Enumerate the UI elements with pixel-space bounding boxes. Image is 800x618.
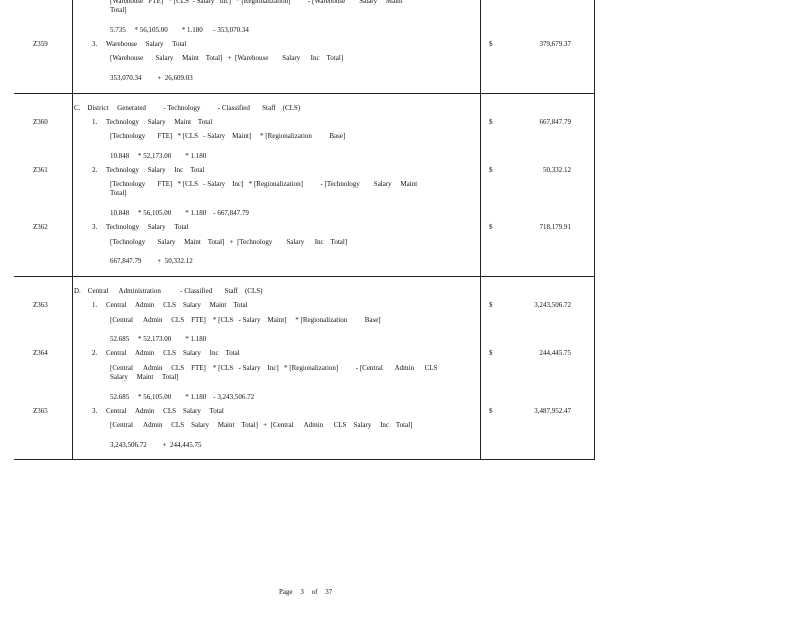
row-amount: 3,243,506.72 [534,301,571,309]
partial-calc: 5.735 * 56,105.00 * 1.180 - 353,070.34 [110,26,249,34]
row-dollar-sign: $ [489,349,493,357]
row-title: Central Admin CLS Salary Total [106,407,224,415]
row-formula: [Technology Salary Maint Total] + [Technology Salary Inc Total] [110,238,348,246]
row-amount: 718,179.91 [539,223,571,231]
row-calc: 10.848 * 52,173.00 * 1.180 [110,152,207,160]
row-formula: [Central Admin CLS FTE] * [CLS - Salary Inc] * [Regionalization] - [Central Admin CLS [110,364,438,372]
row-amount: 667,847.79 [539,118,571,126]
row-title: Central Admin CLS Salary Maint Total [106,301,248,309]
row-dollar-sign: $ [489,40,493,48]
row-formula: [Technology FTE] * [CLS - Salary Inc] * [Regionalization] - [Technology Salary Maint [110,180,418,188]
row-amount: 50,332.12 [543,166,571,174]
table-rule-bottom [14,459,595,460]
page-of-label: of [311,588,318,596]
table-divider-code [72,0,73,460]
row-number: 3. [92,40,98,48]
row-code: Z364 [33,349,48,357]
row-number: 1. [92,301,98,309]
row-amount: 244,445.75 [539,349,571,357]
row-title: Warehouse Salary Total [106,40,187,48]
row-formula: [Central Admin CLS Salary Maint Total] + [Central Admin CLS Salary Inc Total] [110,421,413,429]
row-calc: 52.685 * 52,173.00 * 1.180 [110,335,207,343]
row-formula-continued: Total] [110,189,127,197]
row-code: Z360 [33,118,48,126]
row-title: Central Admin CLS Salary Inc Total [106,349,240,357]
row-amount: 3,487,952.47 [534,407,571,415]
section-heading-c: C. District Generated - Technology - Classified Staff (CLS) [74,104,301,112]
row-calc: 52.685 * 56,105.00 * 1.180 - 3,243,506.72 [110,393,255,401]
partial-formula-line1: [Warehouse FTE] * [CLS - Salary Inc] * [Regionalization] - [Warehouse Salary Maint [110,0,403,5]
row-title: Technology Salary Total [106,223,189,231]
page-number: 3 [300,588,304,596]
page-label: Page [279,588,293,596]
table-divider-amount [480,0,481,460]
row-formula: [Central Admin CLS FTE] * [CLS - Salary Maint] * [Regionalization Base] [110,316,381,324]
row-title: Technology Salary Maint Total [106,118,213,126]
row-number: 3. [92,223,98,231]
row-calc: 10.848 * 56,105.00 * 1.180 - 667,847.79 [110,209,249,217]
section-heading-d: D. Central Administration - Classified Staff (CLS) [74,287,263,295]
row-code: Z361 [33,166,48,174]
row-title: Technology Salary Inc Total [106,166,205,174]
row-amount: 379,679.37 [539,40,571,48]
table-rule-section-d [14,276,595,277]
row-dollar-sign: $ [489,407,493,415]
row-dollar-sign: $ [489,166,493,174]
row-number: 2. [92,349,98,357]
row-code: Z359 [33,40,48,48]
row-formula: [Warehouse Salary Maint Total] + [Warehouse Salary Inc Total] [110,54,344,62]
row-calc: 353,070.34 + 26,609.03 [110,74,193,82]
row-number: 3. [92,407,98,415]
table-right-border [594,0,595,460]
row-formula-continued: Salary Maint Total] [110,373,179,381]
row-formula: [Technology FTE] * [CLS - Salary Maint] * [Regionalization Base] [110,132,346,140]
row-code: Z365 [33,407,48,415]
row-dollar-sign: $ [489,223,493,231]
row-dollar-sign: $ [489,118,493,126]
partial-formula-line2: Total] [110,6,127,14]
row-dollar-sign: $ [489,301,493,309]
row-number: 2. [92,166,98,174]
row-calc: 667,847.79 + 50,332.12 [110,257,193,265]
table-rule-section-c [14,93,595,94]
row-code: Z363 [33,301,48,309]
row-number: 1. [92,118,98,126]
page-footer [279,588,332,596]
row-calc: 3,243,506.72 + 244,445.75 [110,441,202,449]
row-code: Z362 [33,223,48,231]
page-total: 37 [325,588,333,596]
